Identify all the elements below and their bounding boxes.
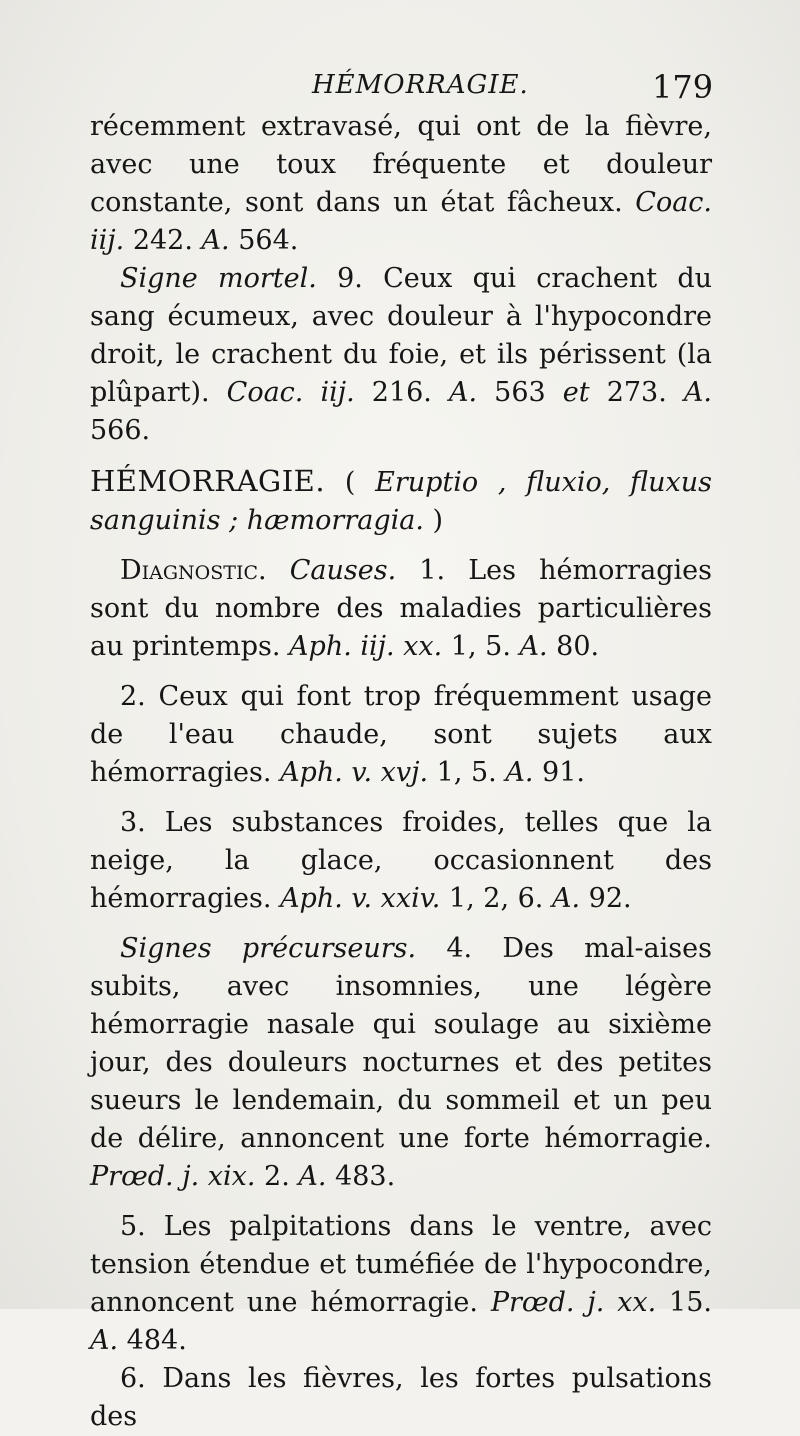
page-body xyxy=(90,108,712,1436)
paragraph-3: 3. Les substances froides, telles que la neige, la glace, occasionnent des hémorragies. Aph. v. xxiv. 1, 2, 6. A. 92. xyxy=(90,807,712,914)
running-title: HÉMORRAGIE. xyxy=(312,70,529,100)
entry-heading-hemorragie: HÉMORRAGIE. ( Eruptio , fluxio, fluxus sanguinis ; hæmorragia. ) xyxy=(90,464,712,536)
paragraph-diagnostic: Diagnostic. Causes. 1. Les hémorragies sont du nombre des maladies particulières au printemps. Aph. iij. xx. 1, 5. A. 80. xyxy=(90,555,712,662)
page-number: 179 xyxy=(652,68,714,106)
page-header xyxy=(0,64,800,114)
paragraph-5: 5. Les palpitations dans le ventre, avec tension étendue et tuméfiée de l'hypocondre, annoncent une hémorragie. Prœd. j. xx. 15. A. 484. xyxy=(90,1211,712,1356)
paragraph-continuation: récemment extravasé, qui ont de la fièvre, avec une toux fréquente et douleur constante, sont dans un état fâcheux. Coac. iij. 242. A. 564. xyxy=(90,111,712,256)
paragraph-2: 2. Ceux qui font trop fréquemment usage de l'eau chaude, sont sujets aux hémorragies. Aph. v. xvj. 1, 5. A. 91. xyxy=(90,681,712,788)
paragraph-6: 6. Dans les fièvres, les fortes pulsations des xyxy=(90,1363,712,1432)
paragraph-signes-precurseurs: Signes précurseurs. 4. Des mal-aises subits, avec insomnies, une légère hémorragie nasale qui soulage au sixième jour, des douleurs nocturnes et des petites sueurs le lendemain, du sommeil et un peu de délire, annoncent une forte hémorragie. Prœd. j. xix. 2. A. 483. xyxy=(90,933,712,1192)
paragraph-signe-mortel: Signe mortel. 9. Ceux qui crachent du sang écumeux, avec douleur à l'hypocondre droit, le crachent du foie, et ils périssent (la plûpart). Coac. iij. 216. A. 563 et 273. A. 566. xyxy=(90,263,712,446)
